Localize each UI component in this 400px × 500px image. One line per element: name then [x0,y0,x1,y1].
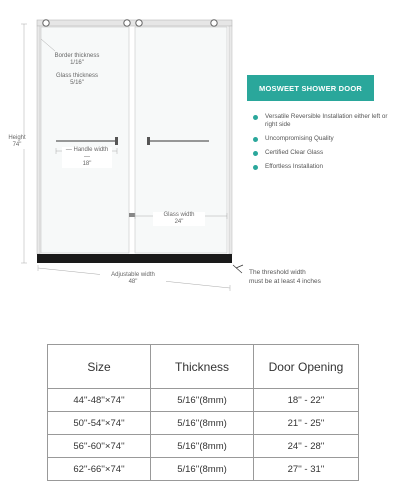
cell-size: 50''-54''×74'' [48,412,151,435]
header-thickness: Thickness [151,345,254,389]
feature-item: Effortless Installation [252,163,392,171]
cell-thickness: 5/16''(8mm) [151,412,254,435]
cell-thickness: 5/16''(8mm) [151,458,254,481]
cell-thickness: 5/16''(8mm) [151,389,254,412]
bullet-dot-icon [253,137,258,142]
roller-wheel-left [43,20,49,26]
cell-door-opening: 24'' - 28'' [254,435,359,458]
threshold-note: The threshold width must be at least 4 inches [249,269,321,285]
cell-thickness: 5/16''(8mm) [151,435,254,458]
bullet-dot-icon [253,165,258,170]
top-rail [37,20,232,26]
bullet-dot-icon [253,151,258,156]
left-profile [37,26,40,254]
header-size: Size [48,345,151,389]
feature-item: Versatile Reversible Installation either left or right side [252,113,392,129]
adjustable-width-label: Adjustable width 48" [100,272,166,286]
glass-width-label: Glass width 24" [153,212,205,226]
feature-item: Certified Clear Glass [252,149,392,157]
handle-width-label: — Handle width — 18" [62,147,112,168]
table-header-row [48,345,359,389]
cell-door-opening: 21'' - 25'' [254,412,359,435]
cell-size: 56''-60''×74'' [48,435,151,458]
cell-size: 44''-48''×74'' [48,389,151,412]
height-label: Height 74" [4,135,30,149]
header-door-opening: Door Opening [254,345,359,389]
right-profile [229,26,232,254]
threshold-bar [37,254,232,263]
table-row [48,412,359,435]
roller-wheel-right [211,20,217,26]
roller-wheel-mid [124,20,130,26]
cell-door-opening: 27'' - 31'' [254,458,359,481]
feature-item: Uncompromising Quality [252,135,392,143]
size-spec-table [47,344,359,481]
table-row [48,458,359,481]
glass-thickness-label: Glass thickness 5/16" [55,73,98,86]
cell-size: 62''-66''×74'' [48,458,151,481]
bullet-dot-icon [253,115,258,120]
product-title: MOSWEET SHOWER DOOR [247,75,374,101]
cell-door-opening: 18'' - 22'' [254,389,359,412]
roller-wheel-mid2 [136,20,142,26]
table-row [48,435,359,458]
feature-list [252,113,392,177]
border-thickness-label: Border thickness 1/16" [54,53,100,66]
table-row [48,389,359,412]
bottom-guide [129,213,135,217]
